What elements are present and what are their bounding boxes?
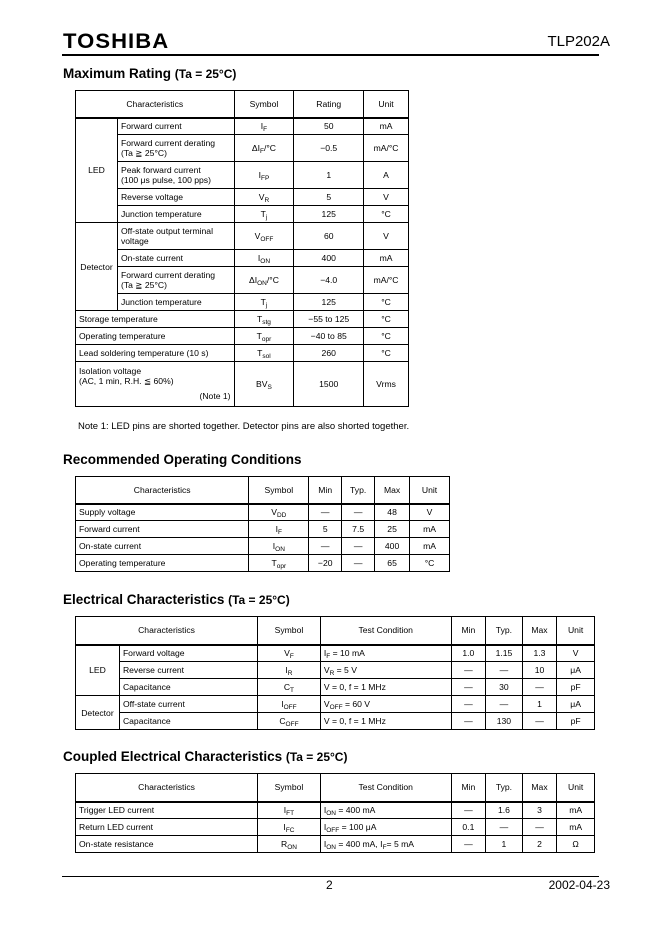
table-row: Capacitance $C_T$ V = 0, f = 1 MHz — 30 — pF <box>76 679 595 696</box>
toshiba-logo: TOSHIBA <box>63 30 170 53</box>
detector-group-label: Detector <box>76 696 120 730</box>
table-row: LED Forward voltage $V_F$ $I_F = 10$ mA 1.0 1.15 1.3 V <box>76 645 595 662</box>
header-rule <box>62 54 599 56</box>
table-row: Storage temperature $T_{stg}$ −55 to 125 °C <box>76 311 409 328</box>
table-row: Operating temperature $T_{opr}$ −20 — 65 °C <box>76 555 450 572</box>
table-row: On-state resistance $R_{ON}$ $I_{ON} = 400$ mA, $I_F= 5$ mA — 1 2 Ω <box>76 836 595 853</box>
table-row: Trigger LED current $I_{FT}$ $I_{ON} = 400$ mA — 1.6 3 mA <box>76 802 595 819</box>
table-row: Junction temperature $T_j$ 125 °C <box>76 206 409 223</box>
footer-date: 2002-04-23 <box>548 878 610 892</box>
table-row: Operating temperature $T_{opr}$ −40 to 85 °C <box>76 328 409 345</box>
table-row: Detector Off-state output terminal voltage $V_{OFF}$ 60 V <box>76 223 409 250</box>
page-number: 2 <box>326 878 333 892</box>
max-rating-table: Characteristics Symbol Rating Unit LED Forward current $I_F$ 50 mA Forward current derating (Ta ≧ 25°C) $\Delta I_F/^\circ C$ −0.5 mA/°C Peak forward current (100 μs pulse, 100 pps) $I_{FP}$ 1 A Reverse voltage $V_R$ 5 V Junction temperature $T_j$ 125 °C Detector Off-state output terminal voltage $V_{OFF}$ 60 V On-state current $I_{ON}$ 400 mA Forward current derating (Ta ≧ 25°C) $\Delta I_{ON}/^\circ C$ −4.0 mA/°C Junction temperature $T_j$ 125 °C Storage temperature $T_{stg}$ −55 to 125 °C Operating temperature $T_{opr}$ −40 to 85 °C Lead soldering temperature (10 s) $T_{sol}$ 260 °C Isolation voltage (AC, 1 min, R.H. ≦ 60%) (Note 1) $BV_S$ 1500 Vrms <box>75 90 409 407</box>
note-1: Note 1: LED pins are shorted together. Detector pins are also shorted together. <box>78 421 410 432</box>
table-row: Peak forward current (100 μs pulse, 100 pps) $I_{FP}$ 1 A <box>76 162 409 189</box>
recommended-table: Characteristics Symbol Min Typ. Max Unit Supply voltage $V_{DD}$ — — 48 V Forward current $I_F$ 5 7.5 25 mA On-state current $I_{ON}$ — — 400 mA Operating temperature $T_{opr}$ −20 — 65 °C <box>75 476 450 572</box>
table-row: Forward current derating (Ta ≧ 25°C) $\Delta I_{ON}/^\circ C$ −4.0 mA/°C <box>76 267 409 294</box>
coupled-heading: Coupled Electrical Characteristics (Ta = 25°C) <box>63 749 348 764</box>
table-row: Reverse current $I_R$ $V_R = 5$ V — — 10 μA <box>76 662 595 679</box>
table-row: On-state current $I_{ON}$ — — 400 mA <box>76 538 450 555</box>
detector-group-label: Detector <box>76 223 118 311</box>
part-number: TLP202A <box>547 33 610 50</box>
table-row: Lead soldering temperature (10 s) $T_{sol}$ 260 °C <box>76 345 409 362</box>
electrical-table: Characteristics Symbol Test Condition Min Typ. Max Unit LED Forward voltage $V_F$ $I_F = 10$ mA 1.0 1.15 1.3 V Reverse current $I_R$ $V_R = 5$ V — — 10 μA Capacitance $C_T$ V = 0, f = 1 MHz — 30 — pF Detector Off-state current $I_{OFF}$ $V_{OFF} = 60$ V — — 1 μA Capacitance $C_{OFF}$ V = 0, f = 1 MHz — 130 — pF <box>75 616 595 730</box>
max-rating-heading: Maximum Rating (Ta = 25°C) <box>63 66 237 81</box>
led-group-label: LED <box>76 645 120 696</box>
table-row: Reverse voltage $V_R$ 5 V <box>76 189 409 206</box>
note-ref: (Note 1) <box>199 391 231 401</box>
recommended-heading: Recommended Operating Conditions <box>63 452 302 467</box>
table-row: Forward current $I_F$ 5 7.5 25 mA <box>76 521 450 538</box>
table-row: Isolation voltage (AC, 1 min, R.H. ≦ 60%) (Note 1) $BV_S$ 1500 Vrms <box>76 362 409 407</box>
table-row: On-state current $I_{ON}$ 400 mA <box>76 250 409 267</box>
coupled-table: Characteristics Symbol Test Condition Min Typ. Max Unit Trigger LED current $I_{FT}$ $I_{ON} = 400$ mA — 1.6 3 mA Return LED current $I_{FC}$ $I_{OFF} = 100$ μA 0.1 — — mA On-state resistance $R_{ON}$ $I_{ON} = 400$ mA, $I_F= 5$ mA — 1 2 Ω <box>75 773 595 853</box>
table-row: LED Forward current $I_F$ 50 mA <box>76 118 409 135</box>
footer-rule <box>62 876 599 877</box>
table-row: Junction temperature $T_j$ 125 °C <box>76 294 409 311</box>
table-row: Detector Off-state current $I_{OFF}$ $V_{OFF} = 60$ V — — 1 μA <box>76 696 595 713</box>
table-row: Return LED current $I_{FC}$ $I_{OFF} = 100$ μA 0.1 — — mA <box>76 819 595 836</box>
table-row: Capacitance $C_{OFF}$ V = 0, f = 1 MHz — 130 — pF <box>76 713 595 730</box>
electrical-heading: Electrical Characteristics (Ta = 25°C) <box>63 592 290 607</box>
table-row: Forward current derating (Ta ≧ 25°C) $\Delta I_F/^\circ C$ −0.5 mA/°C <box>76 135 409 162</box>
led-group-label: LED <box>76 118 118 223</box>
table-row: Supply voltage $V_{DD}$ — — 48 V <box>76 504 450 521</box>
